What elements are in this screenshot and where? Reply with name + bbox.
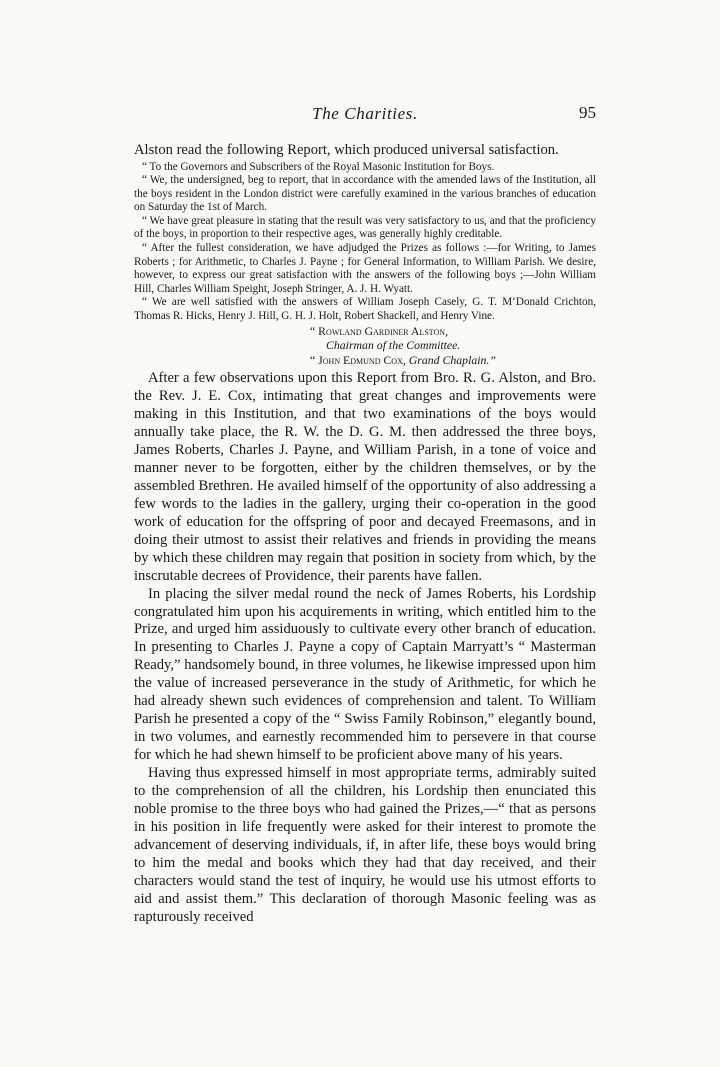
body-paragraph: After a few observations upon this Report from Bro. R. G. Alston, and Bro. the Rev. J. E. Cox, intimating that great changes and improvements were making in this Institution, and that two examinations of the boys would annually take place, the R. W. the D. G. M. then addressed the three boys, James Roberts, Charles J. Payne, and William Parish, in a tone of voice and manner never to be forgotten, either by the children themselves, or by the assembled Brethren. He availed himself of the opportunity of also addressing a few words to the ladies in the gallery, urging their co-operation in the good work of education for the offspring of poor and decayed Freemasons, and in doing their utmost to assist their relatives and friends in providing the means by which these children may regain that position in society from which, by the inscrutable decrees of Providence, their parents have fallen. [134, 370, 596, 584]
page-body [134, 142, 596, 927]
signatory-title: Chairman of the Committee. [326, 338, 461, 353]
report-paragraph: “ We, the undersigned, beg to report, that in accordance with the amended laws of the Institution, all the boys resident in the London district were carefully examined in the various branches of education on Saturday the 1st of March. [134, 174, 596, 214]
intro-line: Alston read the following Report, which produced universal satisfaction. [134, 142, 559, 158]
report-paragraph: “ We have great pleasure in stating that the result was very satisfactory to us, and that the proficiency of the boys, in proportion to their respective ages, was generally highly creditable. [134, 214, 596, 241]
narrative [134, 370, 596, 927]
signatory-line [310, 353, 596, 368]
running-head [134, 104, 596, 130]
body-paragraph: In placing the silver medal round the neck of James Roberts, his Lordship congratulated him upon his acquirements in writing, which entitled him to the Prize, and urged him assiduously to cultivate every other branch of education. In presenting to Charles J. Payne a copy of Captain Marryatt’s “ Masterman Ready,” handsomely bound, in three volumes, he likewise impressed upon him the value of increased perseverance in the study of Arithmetic, for which he had already shewn such evidences of comprehension and talent. To William Parish he presented a copy of the “ Swiss Family Robinson,” elegantly bound, in two volumes, and earnestly recommended him to persevere in that course for which he had shewn himself to be proficient above many of his years. [134, 585, 596, 764]
report-paragraph: “ To the Governors and Subscribers of the Royal Masonic Institution for Boys. [142, 160, 495, 173]
running-title: The Charities. [312, 104, 418, 123]
report-paragraph: “ We are well satisfied with the answers of William Joseph Casely, G. T. M‘Donald Crichton, Thomas R. Hicks, Henry J. Hill, G. H. J. Holt, Robert Shackell, and Henry Vine. [134, 296, 596, 323]
report-quotation [134, 161, 596, 324]
signatory-name: “ Rowland Gardiner Alston, [310, 323, 449, 338]
signatory-title: Grand Chaplain.” [408, 352, 496, 367]
signatory-name: “ John Edmund Cox, [310, 352, 406, 367]
body-paragraph: Having thus expressed himself in most appropriate terms, admirably suited to the comprehension of all the children, his Lordship then enunciated this noble promise to the three boys who had gained the Prizes,—“ that as persons in his position in life frequently were asked for their interest to promote the advancement of deserving individuals, if, in after life, these boys would bring to him the medal and books which they had that day received, and their characters would stand the test of inquiry, he would use his utmost efforts to aid and assist them.” This declaration of thorough Masonic feeling was as rapturously received [134, 765, 596, 925]
signature-block [310, 324, 596, 368]
report-paragraph: “ After the fullest consideration, we have adjudged the Prizes as follows :—for Writing, to James Roberts ; for Arithmetic, to Charles J. Payne ; for General Information, to William Parish. We desire, however, to express our great satisfaction with the answers of the following boys ;—John William Hill, Charles William Speight, Joseph Stringer, A. J. H. Wyatt. [134, 242, 596, 295]
page-number: 95 [579, 103, 596, 122]
